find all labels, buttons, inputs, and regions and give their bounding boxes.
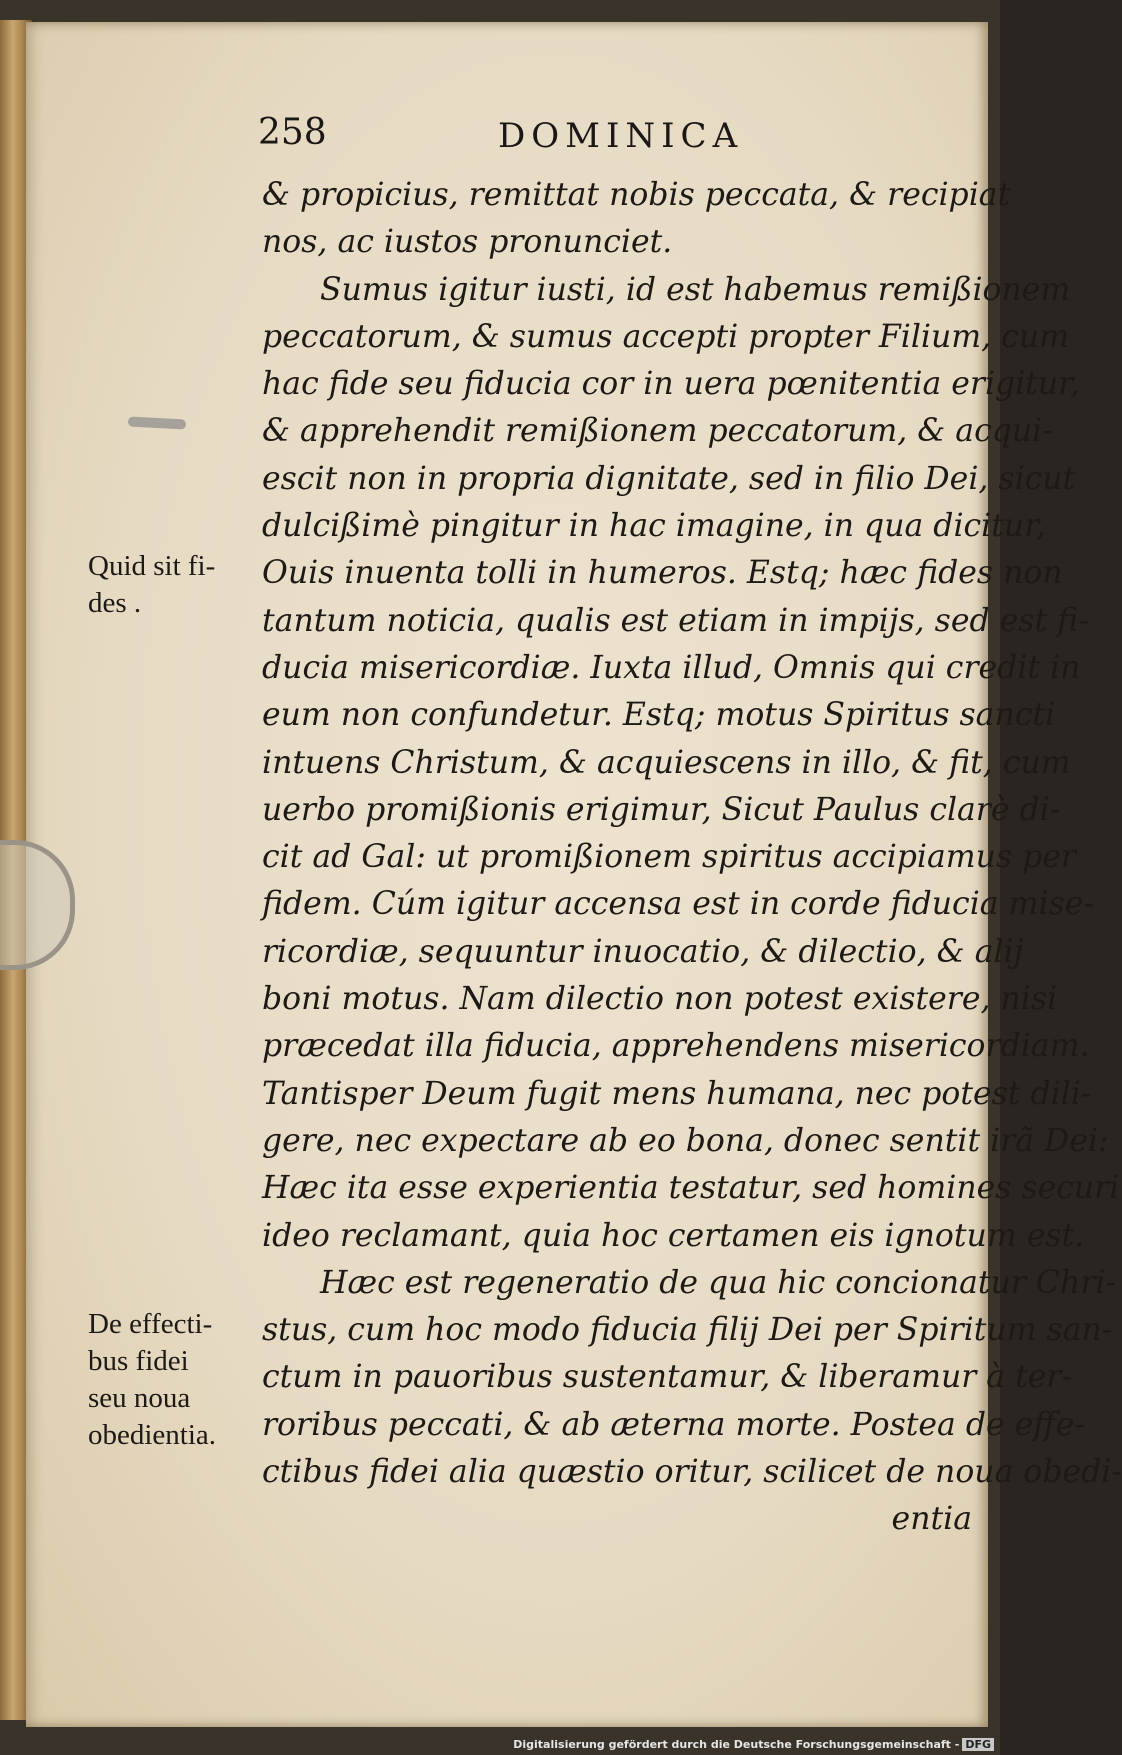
text-line: hac fide seu fiducia cor in uera pœnitentia erigitur, [262,366,1080,403]
text-line: Ouis inuenta tolli in humeros. Estq; hæc fides non [262,555,1063,592]
text-line: intuens Christum, & acquiescens in illo, & fit, cum [262,744,1071,781]
text-line: ricordiæ, sequuntur inuocatio, & dilectio, & alij [262,933,1024,970]
margin-note-faith [88,548,263,622]
text-line: ctum in pauoribus sustentamur, & liberamur à ter- [262,1359,1073,1396]
text-line: & apprehendit remißionem peccatorum, & acqui- [262,413,1053,450]
margin-note-line: bus fidei [88,1345,189,1377]
text-line: cit ad Gal: ut promißionem spiritus accipiamus per [262,839,1076,876]
margin-note-line: seu noua [88,1382,191,1414]
margin-note-line: obedientia. [88,1419,217,1451]
text-line: & propicius, remittat nobis peccata, & recipiat [262,177,1011,213]
text-line: Sumus igitur iusti, id est habemus remißionem [320,271,1071,308]
text-line: gere, nec expectare ab eo bona, donec sentit irã Dei: [262,1122,1109,1159]
margin-note-effects [88,1306,263,1454]
text-line: nos, ac iustos pronunciet. [262,224,673,261]
margin-note-line: des . [88,587,142,619]
margin-note-line: Quid sit fi- [88,550,216,582]
text-line: Hæc est regeneratio de qua hic concionatur Chri- [320,1264,1117,1301]
text-line: tantum noticia, qualis est etiam in impijs, sed est fi- [262,602,1089,639]
text-line: escit non in propria dignitate, sed in filio Dei, sicut [262,460,1076,497]
text-line: boni motus. Nam dilectio non potest existere, nisi [262,981,1058,1018]
text-line: præcedat illa fiducia, apprehendens misericordiam. [262,1028,1090,1065]
dfg-logo: DFG [962,1738,994,1751]
text-line: stus, cum hoc modo fiducia filij Dei per Spiritum san- [262,1312,1113,1349]
text-line: ctibus fidei alia quæstio oritur, scilicet de noua obedi- [262,1454,1122,1491]
text-line: Tantisper Deum fugit mens humana, nec potest dili- [262,1075,1092,1112]
page-number: 258 [258,112,327,153]
text-line: ducia misericordiæ. Iuxta illud, Omnis qui credit in [262,649,1081,686]
digitization-credit [513,1738,994,1751]
text-line: uerbo promißionis erigimur, Sicut Paulus clarè di- [262,791,1061,828]
text-line: eum non confundetur. Estq; motus Spiritus sancti [262,697,1056,734]
page-header [258,112,798,162]
text-line: Hæc ita esse experientia testatur, sed homines securi [262,1170,1120,1207]
text-line: fidem. Cúm igitur accensa est in corde fiducia mise- [262,886,1094,923]
text-line: dulcißimè pingitur in hac imagine, in qua dicitur, [262,508,1046,545]
running-head: DOMINICA [498,116,744,156]
credit-text: Digitalisierung gefördert durch die Deutsche Forschungsgemeinschaft - [513,1738,960,1751]
text-line: peccatorum, & sumus accepti propter Filium, cum [262,318,1069,355]
text-line: ideo reclamant, quia hoc certamen eis ignotum est. [262,1217,1085,1254]
body-text [262,172,1122,1544]
text-line: roribus peccati, & ab æterna morte. Postea de effe- [262,1406,1085,1443]
margin-note-line: De effecti- [88,1308,213,1340]
catchword: entia [891,1501,972,1538]
